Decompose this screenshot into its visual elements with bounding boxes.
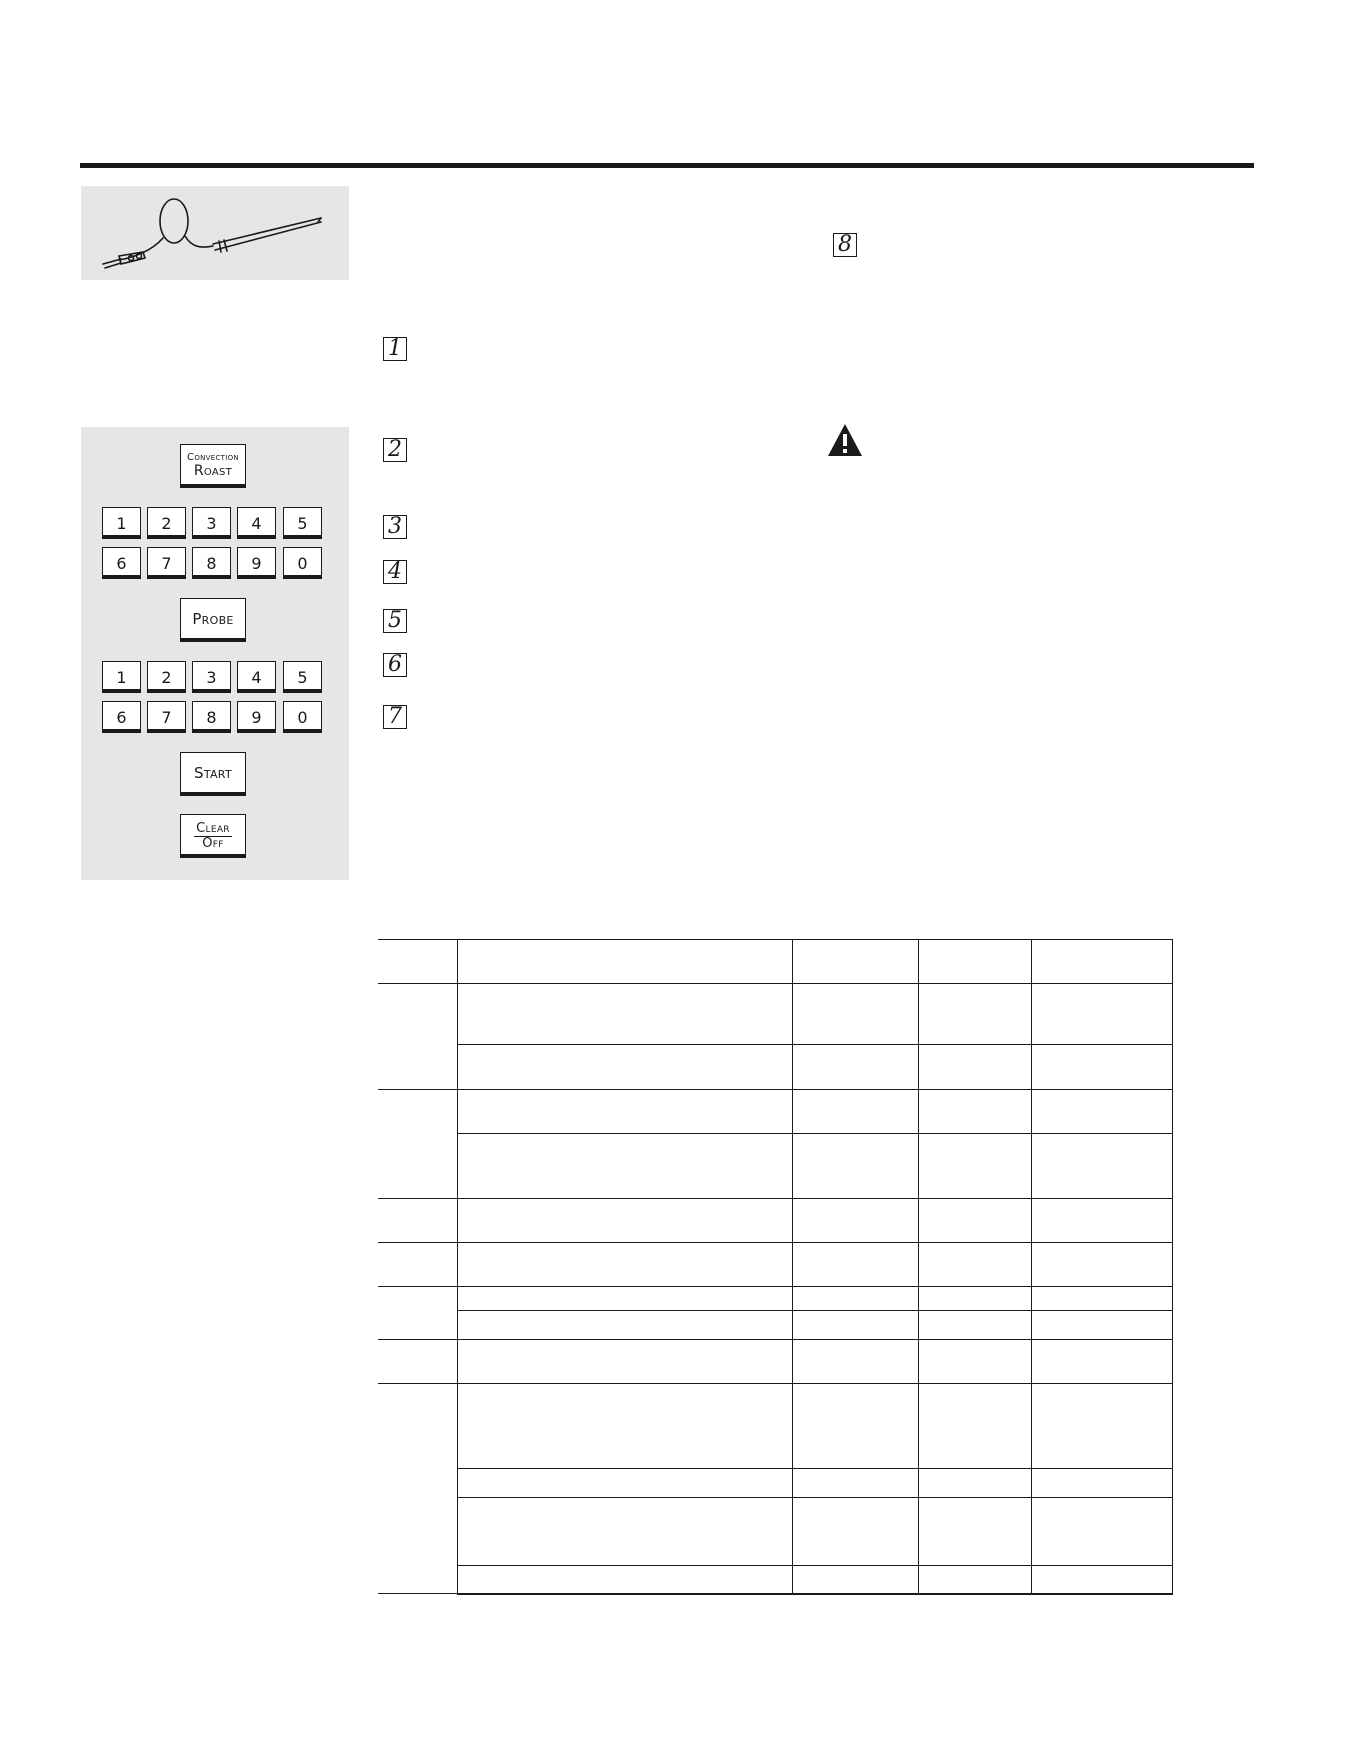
keypad2-key-8[interactable]: 8 — [192, 701, 231, 733]
table-row — [378, 1469, 1173, 1498]
keypad1-key-2[interactable]: 2 — [147, 507, 186, 539]
table-cell — [919, 1566, 1032, 1594]
table-cell — [793, 1469, 919, 1498]
table-cell — [1032, 1498, 1173, 1566]
table-cell — [919, 1287, 1032, 1311]
keypad1-key-6[interactable]: 6 — [102, 547, 141, 579]
keypad1-key-1[interactable]: 1 — [102, 507, 141, 539]
table-cell — [458, 1243, 793, 1287]
table-cell — [458, 1469, 793, 1498]
table-cell — [458, 1340, 793, 1384]
clear-off-key-label-top: Clear — [196, 820, 230, 836]
table-cell — [793, 1287, 919, 1311]
table-cell — [1032, 1045, 1173, 1090]
table-row — [378, 1287, 1173, 1311]
step-3-marker: 3 — [383, 515, 407, 539]
keypad2-key-9[interactable]: 9 — [237, 701, 276, 733]
control-panel-illustration — [81, 427, 349, 880]
table-cell — [793, 1566, 919, 1594]
step-4-marker: 4 — [383, 560, 407, 584]
table-cell — [458, 1045, 793, 1090]
table-cell — [458, 1384, 793, 1469]
convection-roast-key-label-bottom: Roast — [193, 462, 233, 479]
table-cell — [458, 1566, 793, 1594]
keypad1-key-7[interactable]: 7 — [147, 547, 186, 579]
table-header-cell — [1032, 940, 1173, 984]
table-cell — [793, 1045, 919, 1090]
table-cell — [793, 1090, 919, 1134]
keypad2-key-0[interactable]: 0 — [283, 701, 322, 733]
keypad2-key-1[interactable]: 1 — [102, 661, 141, 693]
table-cell — [458, 1498, 793, 1566]
keypad1-key-3[interactable]: 3 — [192, 507, 231, 539]
table-cell — [793, 1340, 919, 1384]
table-cell — [919, 1340, 1032, 1384]
table-cell — [458, 1134, 793, 1199]
clear-off-key[interactable] — [180, 814, 246, 858]
table-cell — [793, 984, 919, 1045]
table-cell — [1032, 1090, 1173, 1134]
table-row — [378, 1045, 1173, 1090]
table-cell — [919, 984, 1032, 1045]
table-row — [378, 1134, 1173, 1199]
table-row — [378, 1340, 1173, 1384]
table-cell — [1032, 984, 1173, 1045]
table-cell — [458, 1287, 793, 1311]
table-cell — [919, 1090, 1032, 1134]
table-cell — [378, 1199, 458, 1243]
table-cell — [378, 1243, 458, 1287]
table-cell — [793, 1384, 919, 1469]
table-header-cell — [919, 940, 1032, 984]
warning-icon — [826, 422, 864, 458]
keypad1-key-9[interactable]: 9 — [237, 547, 276, 579]
table-row — [378, 1566, 1173, 1594]
table-cell — [378, 1287, 458, 1340]
table-cell — [458, 984, 793, 1045]
keypad1-key-5[interactable]: 5 — [283, 507, 322, 539]
table-cell — [378, 984, 458, 1090]
table-cell — [1032, 1566, 1173, 1594]
table-cell — [793, 1311, 919, 1340]
table-cell — [1032, 1311, 1173, 1340]
keypad2-key-2[interactable]: 2 — [147, 661, 186, 693]
table-row — [378, 984, 1173, 1045]
step-6-marker: 6 — [383, 653, 407, 677]
table-cell — [1032, 1384, 1173, 1469]
step-5-marker: 5 — [383, 609, 407, 633]
table-cell — [378, 1384, 458, 1594]
keypad1-key-8[interactable]: 8 — [192, 547, 231, 579]
table-row — [378, 1311, 1173, 1340]
table-header-cell — [378, 940, 458, 984]
keypad2-key-5[interactable]: 5 — [283, 661, 322, 693]
step-1-marker: 1 — [383, 337, 407, 361]
table-row — [378, 1384, 1173, 1469]
table-cell — [793, 1243, 919, 1287]
table-row — [378, 1498, 1173, 1566]
table-cell — [919, 1134, 1032, 1199]
table-cell — [1032, 1287, 1173, 1311]
keypad2-key-7[interactable]: 7 — [147, 701, 186, 733]
probe-illustration-panel — [81, 186, 349, 280]
convection-roast-key[interactable] — [180, 444, 246, 488]
step-8-marker: 8 — [833, 233, 857, 257]
table-cell — [1032, 1199, 1173, 1243]
table-cell — [793, 1498, 919, 1566]
table-cell — [919, 1199, 1032, 1243]
table-header-cell — [458, 940, 793, 984]
table-cell — [793, 1199, 919, 1243]
step-7-marker: 7 — [383, 705, 407, 729]
table-cell — [1032, 1340, 1173, 1384]
table-row — [378, 1090, 1173, 1134]
table-row — [378, 1199, 1173, 1243]
table-cell — [919, 1045, 1032, 1090]
table-cell — [919, 1311, 1032, 1340]
keypad2-key-3[interactable]: 3 — [192, 661, 231, 693]
keypad1-key-0[interactable]: 0 — [283, 547, 322, 579]
start-key[interactable]: Start — [180, 752, 246, 796]
table-cell — [1032, 1469, 1173, 1498]
clear-off-key-label-bottom: Off — [202, 835, 224, 851]
table-cell — [458, 1199, 793, 1243]
keypad2-key-4[interactable]: 4 — [237, 661, 276, 693]
probe-key[interactable]: Probe — [180, 598, 246, 642]
convection-roast-key-label-top: Convection — [187, 452, 239, 464]
table-cell — [1032, 1243, 1173, 1287]
table-header-cell — [793, 940, 919, 984]
table-cell — [458, 1090, 793, 1134]
table-cell — [1032, 1134, 1173, 1199]
table-cell — [458, 1311, 793, 1340]
keypad1-key-4[interactable]: 4 — [237, 507, 276, 539]
table-cell — [378, 1090, 458, 1199]
roasting-guide-table — [378, 939, 1173, 1595]
table-cell — [378, 1340, 458, 1384]
table-row — [378, 1243, 1173, 1287]
table-cell — [919, 1498, 1032, 1566]
table-header-row — [378, 940, 1173, 984]
table-cell — [919, 1469, 1032, 1498]
keypad2-key-6[interactable]: 6 — [102, 701, 141, 733]
table-cell — [919, 1243, 1032, 1287]
temperature-probe-icon — [81, 186, 349, 280]
table-cell — [793, 1134, 919, 1199]
table-cell — [919, 1384, 1032, 1469]
step-2-marker: 2 — [383, 438, 407, 462]
header-rule — [80, 163, 1254, 168]
